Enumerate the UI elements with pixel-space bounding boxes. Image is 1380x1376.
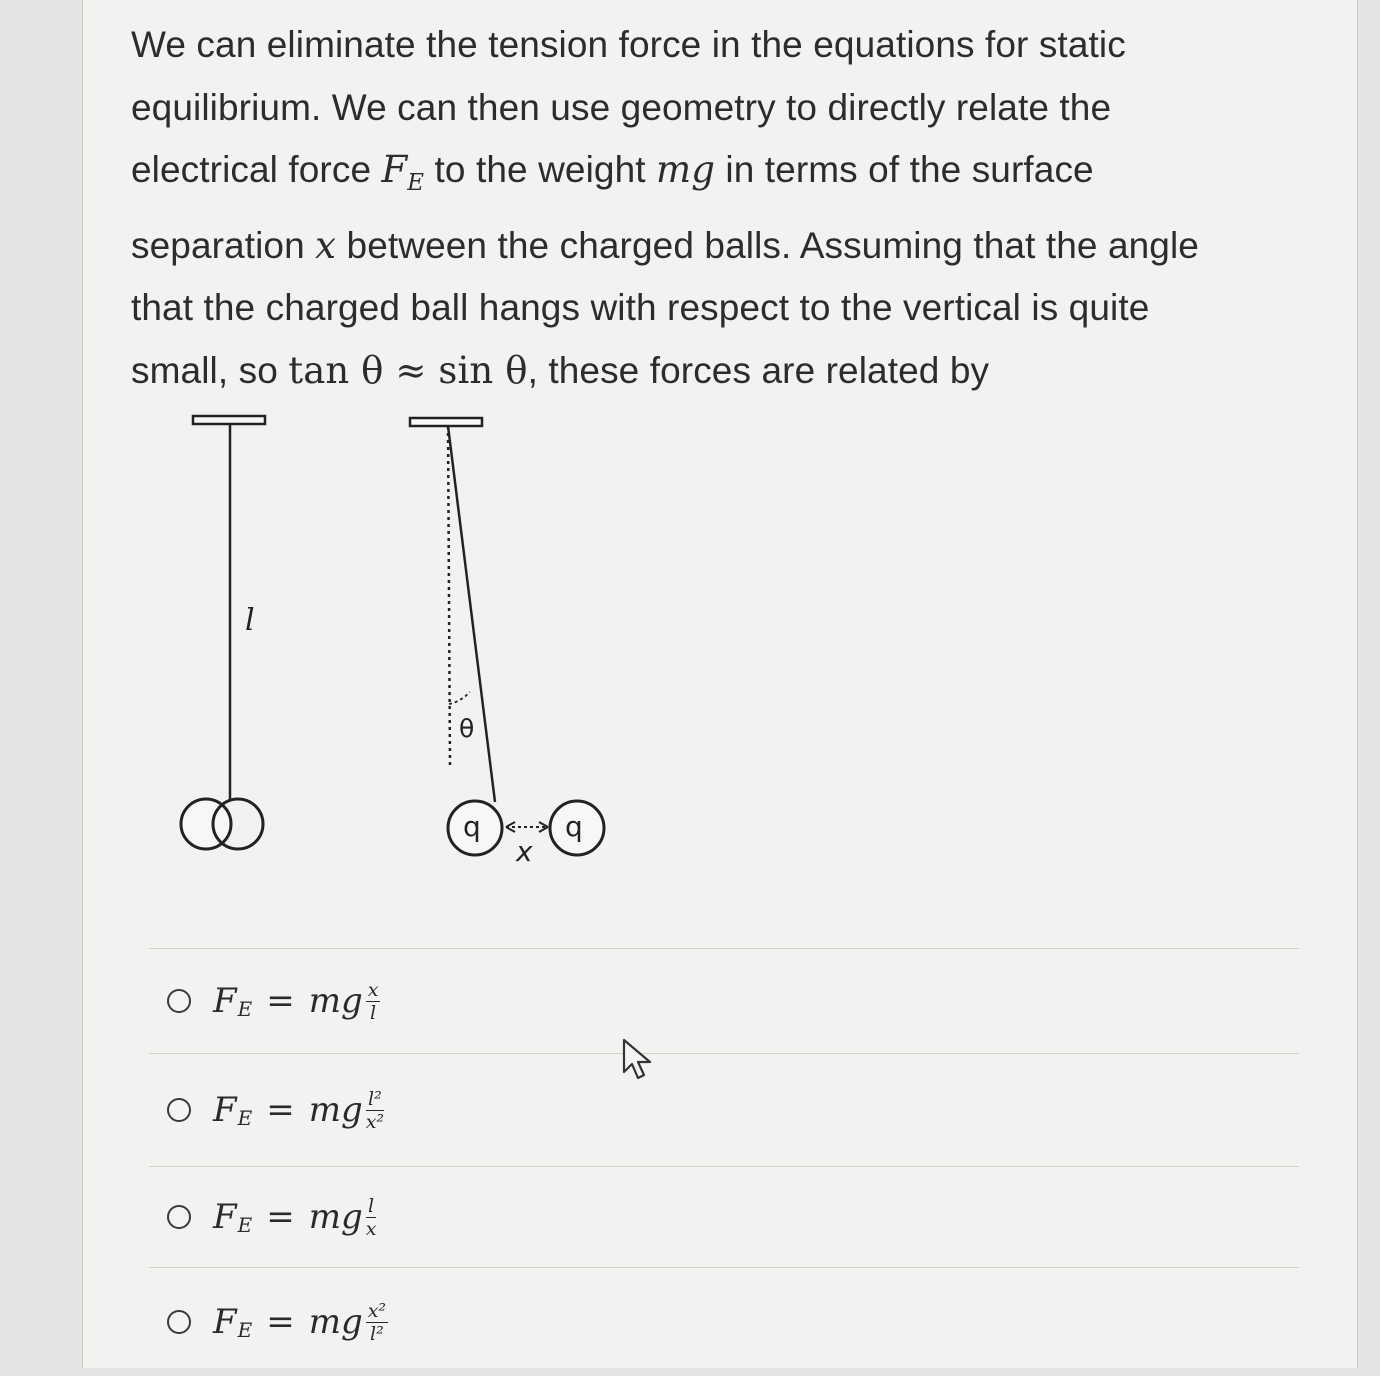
formula (213, 1196, 376, 1239)
answer-options (149, 948, 1299, 1376)
answer-option-4[interactable] (149, 1267, 1299, 1376)
formula (213, 980, 380, 1023)
length-label: l (245, 603, 255, 638)
radio-button[interactable] (167, 989, 191, 1013)
fraction-numerator: l (368, 1194, 375, 1217)
fraction-denominator: l² (370, 1322, 384, 1345)
formula-lhs: F (213, 1302, 237, 1342)
question-page (82, 0, 1358, 1368)
separation-label: x (516, 835, 533, 868)
math-tan-sin: tan θ ≈ sin θ (288, 348, 528, 392)
question-line-6 (131, 340, 1321, 403)
vertical-reference-line (448, 426, 450, 768)
formula-lhs: F (213, 1197, 237, 1237)
fraction-denominator: x² (365, 1110, 385, 1133)
charge-left-label: q (463, 810, 481, 843)
text-fragment: separation (131, 224, 316, 266)
math-x: x (315, 223, 337, 267)
formula-equals: = (266, 1197, 295, 1237)
question-line-5: that the charged ball hangs with respect to the vertical is quite (131, 287, 1150, 329)
left-support (193, 416, 265, 424)
fraction-numerator: x (367, 978, 379, 1001)
formula-rhs: mg (308, 1302, 363, 1342)
text-fragment: between the charged balls. Assuming that the angle (336, 224, 1199, 266)
formula-fraction (366, 980, 381, 1023)
formula-sub: E (237, 1318, 253, 1342)
question-line-3 (131, 139, 1321, 215)
formula-lhs: F (213, 981, 237, 1021)
formula-sub: E (237, 1106, 253, 1130)
formula-fraction (366, 1196, 377, 1239)
answer-option-3[interactable] (149, 1166, 1299, 1267)
charge-right-label: q (565, 810, 583, 843)
right-string (448, 426, 495, 802)
formula (213, 1301, 388, 1344)
formula-equals: = (266, 1302, 295, 1342)
answer-option-1[interactable] (149, 948, 1299, 1053)
right-support (410, 418, 482, 426)
text-fragment: , these forces are related by (527, 349, 990, 391)
text-fragment: in terms of the surface (715, 149, 1094, 190)
text-fragment: small, so (131, 349, 289, 391)
angle-label: θ (459, 714, 475, 743)
math-fe: F (381, 148, 408, 191)
text-fragment: to the weight (424, 149, 657, 190)
mouse-pointer-icon (620, 1036, 656, 1082)
angle-arc (449, 692, 470, 704)
math-mg: mg (656, 148, 716, 191)
formula (213, 1089, 384, 1132)
pendulum-diagram (141, 400, 583, 870)
question-line-4 (131, 215, 1321, 278)
left-ball-a (181, 799, 231, 849)
formula-rhs: mg (308, 1090, 363, 1130)
formula-equals: = (266, 1090, 295, 1130)
formula-sub: E (237, 1213, 253, 1237)
formula-equals: = (266, 981, 295, 1021)
formula-rhs: mg (308, 981, 363, 1021)
radio-button[interactable] (167, 1310, 191, 1334)
radio-button[interactable] (167, 1098, 191, 1122)
formula-lhs: F (213, 1090, 237, 1130)
math-fe-sub: E (407, 170, 425, 197)
fraction-numerator: l² (368, 1087, 382, 1110)
radio-button[interactable] (167, 1205, 191, 1229)
formula-rhs: mg (308, 1197, 363, 1237)
answer-option-2[interactable] (149, 1053, 1299, 1166)
text-fragment: electrical force (131, 149, 382, 190)
question-line-1: We can eliminate the tension force in the equations for static (131, 24, 1126, 65)
question-line-2: equilibrium. We can then use geometry to directly relate the (131, 86, 1112, 128)
formula-fraction (366, 1301, 388, 1344)
fraction-numerator: x² (367, 1299, 387, 1322)
fraction-denominator: x (365, 1217, 377, 1240)
formula-fraction (366, 1089, 384, 1132)
formula-sub: E (237, 997, 253, 1021)
fraction-denominator: l (370, 1001, 377, 1024)
question-text (131, 14, 1321, 402)
